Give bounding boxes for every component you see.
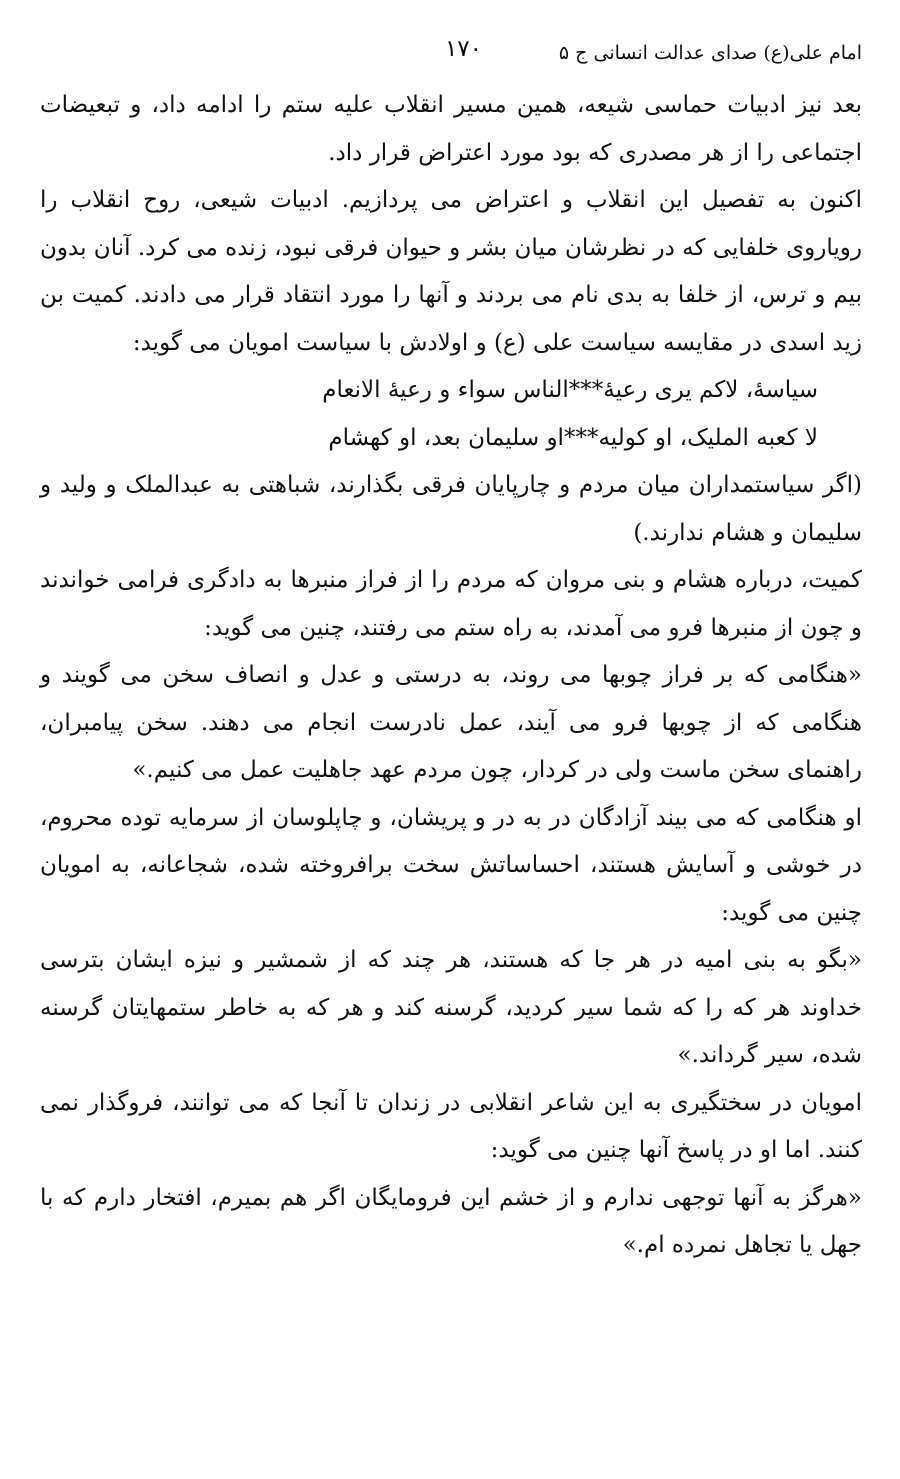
paragraph: «هنگامی که بر فراز چوبها می روند، به درستی و عدل و انصاف سخن می گویند و هنگامی که از چوبها فرو می آیند، عمل نادرست انجام می دهند. سخن پیامبران، راهنمای سخن ماست ولی در کردار، چون مردم عهد جاهلیت عمل می کنیم.» — [40, 662, 862, 783]
page-header — [40, 30, 862, 82]
paragraph: کمیت، درباره هشام و بنی مروان که مردم را از فراز منبرها به دادگری فرامی خواندند و چون از منبرها فرو می آمدند، به راه ستم می رفتند، چنین می گوید: — [40, 567, 862, 641]
verse-line: لا کعبه الملیک، او کولیه***او سلیمان بعد، او کهشام — [328, 424, 818, 451]
paragraph: امویان در سختگیری به این شاعر انقلابی در زندان تا آنجا که می توانند، فروگذار نمی کنند. اما او در پاسخ آنها چنین می گوید: — [40, 1089, 862, 1163]
running-title: امام علی(ع) صدای عدالت انسانی ج ۵ — [558, 42, 862, 64]
paragraph: (اگر سیاستمداران میان مردم و چارپایان فرقی بگذارند، شباهتی به عبدالملک و ولید و سلیمان و هشام ندارند.) — [40, 472, 862, 546]
paragraph: «بگو به بنی امیه در هر جا که هستند، هر چند که از شمشیر و نیزه ایشان بترسی خداوند هر که را که شما سیر کردید، گرسنه کند و هر که به خاطر ستمهایتان گرسنه شده، سیر گرداند.» — [40, 947, 862, 1068]
verse-line: سیاسهٔ، لاکم یری رعیهٔ***الناس سواء و رعیهٔ الانعام — [322, 377, 818, 403]
document-page — [40, 30, 862, 1270]
paragraph: «هرگز به آنها توجهی ندارم و از خشم این فرومایگان اگر هم بمیرم، افتخار دارم که با جهل یا تجاهل نمرده ام.» — [40, 1184, 862, 1258]
paragraph: او هنگامی که می بیند آزادگان در به در و پریشان، و چاپلوسان از سرمایه توده محروم، در خوشی و آسایش هستند، احساساتش سخت برافروخته شده، شجاعانه، به امویان چنین می گوید: — [40, 804, 862, 926]
paragraph: بعد نیز ادبیات حماسی شیعه، همین مسیر انقلاب علیه ستم را ادامه داد، و تبعیضات اجتماعی را از هر مصدری که بود مورد اعتراض قرار داد. — [40, 92, 862, 166]
body-text — [40, 82, 862, 1270]
page-number: ۱۷۰ — [444, 36, 482, 62]
paragraph: اکنون به تفصیل این انقلاب و اعتراض می پردازیم. ادبیات شیعی، روح انقلاب را رویاروی خلفایی که در نظرشان میان بشر و حیوان فرقی نبود، زنده می کرد. آنان بدون بیم و ترس، از خلفا به بدی نام می بردند و آنها را مورد انتقاد قرار می دادند. کمیت بن زید اسدی در مقایسه سیاست علی (ع) و اولادش با سیاست امویان می گوید: — [40, 187, 862, 356]
